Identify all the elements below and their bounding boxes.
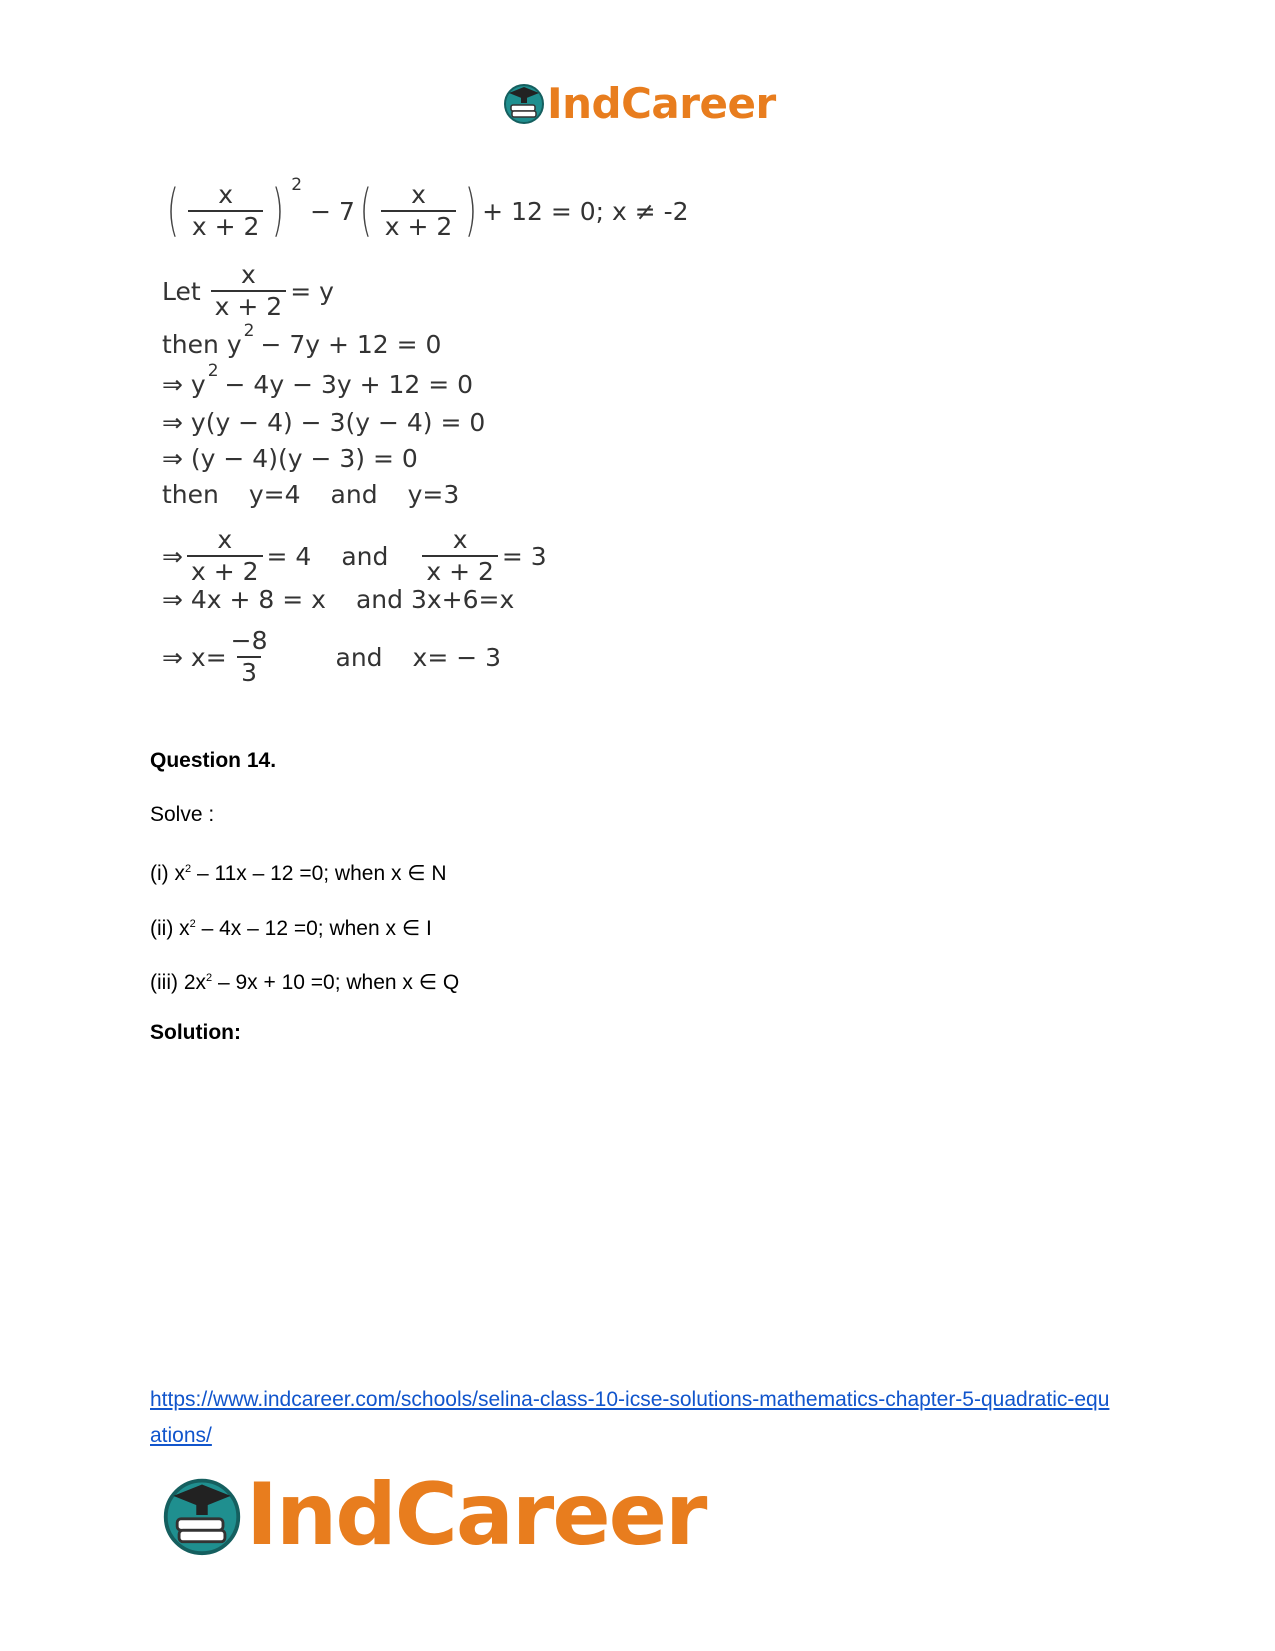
graduation-book-icon: [160, 1473, 244, 1557]
math-line-4: ⇒ y $^2$ − 4y − 3y + 12 = 0: [162, 360, 474, 399]
solution-label: Solution:: [150, 1021, 241, 1044]
logo-wordmark: IndCareer: [246, 1465, 706, 1565]
header-logo: [503, 80, 776, 126]
math-line-2: Let $\frac{x}{x + 2}$ = y: [162, 260, 334, 321]
math-line-9: ⇒ 4x + 8 = x and 3x+6=x: [162, 585, 515, 614]
question-part-1: (i) $x^2 - 11x - 12 =0$; when x ∈ N: [150, 862, 447, 885]
source-link[interactable]: https://www.indcareer.com/schools/selina-class-10-icse-solutions-mathematics-chapter-5-quadratic-equations/: [150, 1388, 1110, 1447]
math-line-3: then y $^2$ − 7y + 12 = 0: [162, 320, 442, 359]
math-line-7: then y=4 and y=3: [162, 480, 460, 509]
question-prompt: Solve :: [150, 803, 215, 826]
graduation-book-icon: [503, 81, 545, 125]
math-line-5: ⇒ y(y − 4) − 3(y − 4) = 0: [162, 408, 486, 437]
footer-logo: [160, 1465, 706, 1565]
math-line-6: ⇒ (y − 4)(y − 3) = 0: [162, 444, 418, 473]
math-line-1: ( $\frac{x}{x + 2}$ ) $^2$ − 7 ( $\frac{x}{x + 2}$ ) + 12 = 0; x ≠ -2: [166, 175, 689, 243]
math-line-8: ⇒ $\frac{x}{x + 2}$ = 4 and $\frac{x}{x + 2}$ = 3: [162, 525, 547, 586]
question-part-3: (iii) $2x^2 - 9x + 10 =0$; when x ∈ Q: [150, 971, 460, 994]
math-line-10: ⇒ x= $\frac{-8}{3}$ and x= − 3: [162, 626, 502, 687]
question-title: Question 14.: [150, 749, 277, 772]
math-solution-image: [150, 175, 689, 720]
logo-wordmark: IndCareer: [547, 78, 776, 128]
question-part-2: (ii) $x^2 - 4x - 12 =0$; when x ∈ I: [150, 917, 432, 940]
